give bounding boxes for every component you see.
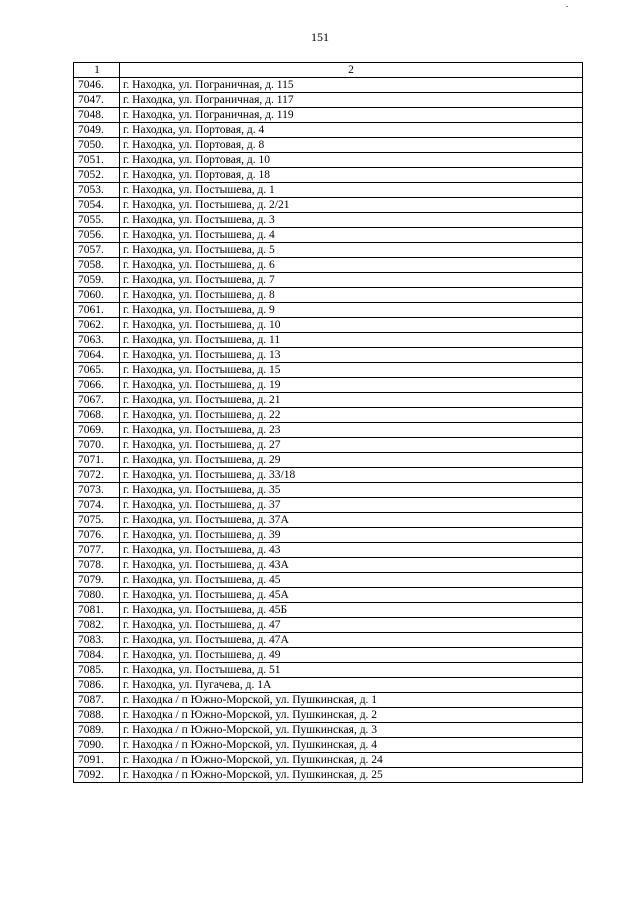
table-row — [74, 123, 583, 138]
table-row — [74, 453, 583, 468]
table-row — [74, 108, 583, 123]
table-row — [74, 213, 583, 228]
row-address: г. Находка, ул. Постышева, д. 13 — [120, 348, 583, 363]
table-row — [74, 663, 583, 678]
table-row — [74, 318, 583, 333]
row-address: г. Находка, ул. Постышева, д. 37 — [120, 498, 583, 513]
row-number: 7055. — [74, 213, 120, 228]
row-number: 7057. — [74, 243, 120, 258]
row-address: г. Находка, ул. Постышева, д. 2/21 — [120, 198, 583, 213]
row-number: 7068. — [74, 408, 120, 423]
table-row — [74, 423, 583, 438]
row-number: 7052. — [74, 168, 120, 183]
row-address: г. Находка, ул. Постышева, д. 37А — [120, 513, 583, 528]
row-address: г. Находка, ул. Постышева, д. 51 — [120, 663, 583, 678]
row-address: г. Находка, ул. Пугачева, д. 1А — [120, 678, 583, 693]
table-row — [74, 753, 583, 768]
row-number: 7050. — [74, 138, 120, 153]
row-number: 7092. — [74, 768, 120, 783]
row-address: г. Находка / п Южно-Морской, ул. Пушкинская, д. 24 — [120, 753, 583, 768]
row-address: г. Находка, ул. Пограничная, д. 115 — [120, 78, 583, 93]
table-row — [74, 408, 583, 423]
row-number: 7075. — [74, 513, 120, 528]
row-address: г. Находка, ул. Постышева, д. 19 — [120, 378, 583, 393]
row-number: 7069. — [74, 423, 120, 438]
row-number: 7081. — [74, 603, 120, 618]
table-row — [74, 528, 583, 543]
row-address: г. Находка, ул. Пограничная, д. 117 — [120, 93, 583, 108]
row-address: г. Находка, ул. Постышева, д. 10 — [120, 318, 583, 333]
table-row — [74, 333, 583, 348]
row-number: 7077. — [74, 543, 120, 558]
page-number: 151 — [311, 30, 329, 44]
row-address: г. Находка, ул. Постышева, д. 22 — [120, 408, 583, 423]
row-address: г. Находка, ул. Постышева, д. 47 — [120, 618, 583, 633]
row-number: 7066. — [74, 378, 120, 393]
row-number: 7087. — [74, 693, 120, 708]
row-number: 7085. — [74, 663, 120, 678]
row-address: г. Находка, ул. Постышева, д. 8 — [120, 288, 583, 303]
table-row — [74, 693, 583, 708]
row-address: г. Находка, ул. Постышева, д. 45 — [120, 573, 583, 588]
table-row — [74, 183, 583, 198]
column-header-number: 1 — [74, 63, 120, 78]
table-row — [74, 573, 583, 588]
address-table — [73, 62, 583, 783]
row-number: 7074. — [74, 498, 120, 513]
row-number: 7088. — [74, 708, 120, 723]
row-number: 7046. — [74, 78, 120, 93]
row-number: 7061. — [74, 303, 120, 318]
row-address: г. Находка, ул. Постышева, д. 15 — [120, 363, 583, 378]
row-number: 7076. — [74, 528, 120, 543]
row-address: г. Находка, ул. Постышева, д. 39 — [120, 528, 583, 543]
row-number: 7090. — [74, 738, 120, 753]
row-number: 7058. — [74, 258, 120, 273]
row-address: г. Находка, ул. Постышева, д. 35 — [120, 483, 583, 498]
row-number: 7071. — [74, 453, 120, 468]
row-number: 7067. — [74, 393, 120, 408]
scan-mark — [566, 6, 568, 7]
row-number: 7047. — [74, 93, 120, 108]
row-number: 7091. — [74, 753, 120, 768]
row-address: г. Находка, ул. Постышева, д. 47А — [120, 633, 583, 648]
row-number: 7059. — [74, 273, 120, 288]
row-number: 7054. — [74, 198, 120, 213]
row-address: г. Находка, ул. Постышева, д. 27 — [120, 438, 583, 453]
row-address: г. Находка, ул. Постышева, д. 23 — [120, 423, 583, 438]
table-row — [74, 513, 583, 528]
table-row — [74, 273, 583, 288]
row-number: 7063. — [74, 333, 120, 348]
row-address: г. Находка / п Южно-Морской, ул. Пушкинская, д. 3 — [120, 723, 583, 738]
row-number: 7072. — [74, 468, 120, 483]
table-header-row — [74, 63, 583, 78]
row-number: 7048. — [74, 108, 120, 123]
row-address: г. Находка, ул. Пограничная, д. 119 — [120, 108, 583, 123]
table-row — [74, 93, 583, 108]
row-address: г. Находка, ул. Постышева, д. 45А — [120, 588, 583, 603]
row-number: 7083. — [74, 633, 120, 648]
row-address: г. Находка, ул. Портовая, д. 4 — [120, 123, 583, 138]
row-number: 7056. — [74, 228, 120, 243]
table-row — [74, 678, 583, 693]
row-address: г. Находка / п Южно-Морской, ул. Пушкинская, д. 25 — [120, 768, 583, 783]
row-address: г. Находка, ул. Портовая, д. 18 — [120, 168, 583, 183]
row-address: г. Находка, ул. Постышева, д. 6 — [120, 258, 583, 273]
table-row — [74, 618, 583, 633]
table-row — [74, 588, 583, 603]
table-row — [74, 483, 583, 498]
row-number: 7073. — [74, 483, 120, 498]
table-row — [74, 288, 583, 303]
column-header-address: 2 — [120, 63, 583, 78]
row-address: г. Находка / п Южно-Морской, ул. Пушкинская, д. 4 — [120, 738, 583, 753]
table-row — [74, 738, 583, 753]
row-number: 7051. — [74, 153, 120, 168]
table-row — [74, 708, 583, 723]
row-number: 7080. — [74, 588, 120, 603]
row-address: г. Находка, ул. Постышева, д. 11 — [120, 333, 583, 348]
row-number: 7070. — [74, 438, 120, 453]
table-row — [74, 303, 583, 318]
row-address: г. Находка, ул. Портовая, д. 10 — [120, 153, 583, 168]
table-row — [74, 138, 583, 153]
row-address: г. Находка, ул. Постышева, д. 5 — [120, 243, 583, 258]
row-address: г. Находка, ул. Постышева, д. 43 — [120, 543, 583, 558]
row-number: 7060. — [74, 288, 120, 303]
row-address: г. Находка, ул. Постышева, д. 7 — [120, 273, 583, 288]
row-address: г. Находка, ул. Постышева, д. 45Б — [120, 603, 583, 618]
table-row — [74, 228, 583, 243]
row-address: г. Находка, ул. Постышева, д. 49 — [120, 648, 583, 663]
row-number: 7049. — [74, 123, 120, 138]
table-row — [74, 363, 583, 378]
table-row — [74, 258, 583, 273]
row-address: г. Находка, ул. Постышева, д. 21 — [120, 393, 583, 408]
row-number: 7062. — [74, 318, 120, 333]
row-address: г. Находка, ул. Постышева, д. 4 — [120, 228, 583, 243]
row-number: 7089. — [74, 723, 120, 738]
table-row — [74, 603, 583, 618]
table-row — [74, 243, 583, 258]
table-row — [74, 648, 583, 663]
row-address: г. Находка, ул. Постышева, д. 29 — [120, 453, 583, 468]
table-row — [74, 153, 583, 168]
row-number: 7079. — [74, 573, 120, 588]
table-row — [74, 393, 583, 408]
row-number: 7053. — [74, 183, 120, 198]
row-address: г. Находка, ул. Постышева, д. 1 — [120, 183, 583, 198]
row-number: 7064. — [74, 348, 120, 363]
row-number: 7078. — [74, 558, 120, 573]
table-row — [74, 768, 583, 783]
table-row — [74, 348, 583, 363]
table-row — [74, 198, 583, 213]
row-address: г. Находка / п Южно-Морской, ул. Пушкинская, д. 1 — [120, 693, 583, 708]
table-row — [74, 543, 583, 558]
table-row — [74, 438, 583, 453]
table-row — [74, 378, 583, 393]
table-row — [74, 168, 583, 183]
row-number: 7082. — [74, 618, 120, 633]
row-address: г. Находка / п Южно-Морской, ул. Пушкинская, д. 2 — [120, 708, 583, 723]
table-row — [74, 78, 583, 93]
row-number: 7084. — [74, 648, 120, 663]
table-row — [74, 498, 583, 513]
table-row — [74, 468, 583, 483]
row-address: г. Находка, ул. Постышева, д. 9 — [120, 303, 583, 318]
row-number: 7065. — [74, 363, 120, 378]
row-address: г. Находка, ул. Портовая, д. 8 — [120, 138, 583, 153]
table-row — [74, 558, 583, 573]
row-address: г. Находка, ул. Постышева, д. 33/18 — [120, 468, 583, 483]
row-address: г. Находка, ул. Постышева, д. 3 — [120, 213, 583, 228]
row-address: г. Находка, ул. Постышева, д. 43А — [120, 558, 583, 573]
table-row — [74, 723, 583, 738]
table-row — [74, 633, 583, 648]
row-number: 7086. — [74, 678, 120, 693]
